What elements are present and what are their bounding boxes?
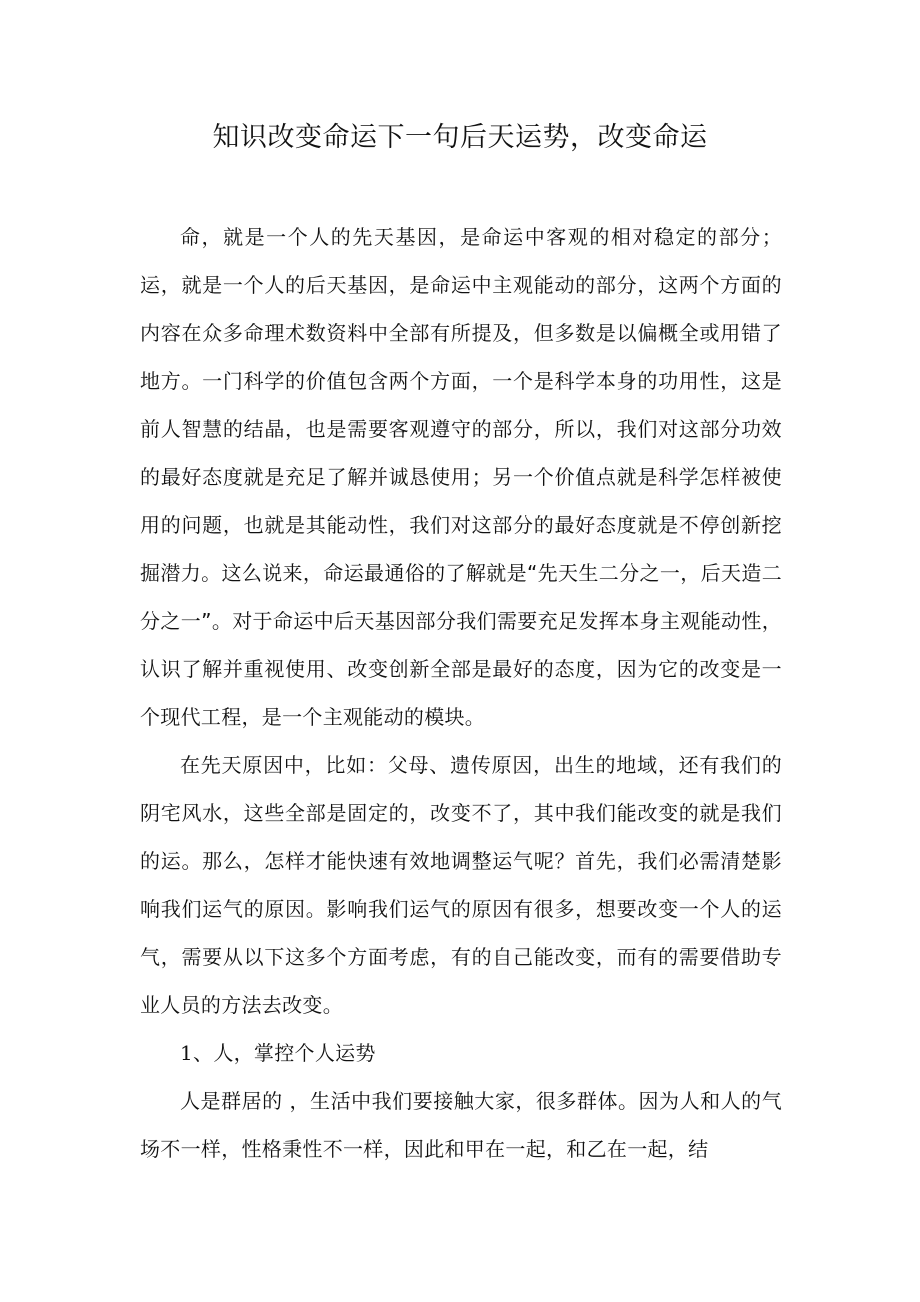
paragraph-people: 人是群居的 ，生活中我们要接触大家，很多群体。因为人和人的气场不一样，性格秉性不一样，因此和甲在一起，和乙在一起，结 <box>140 1089 782 1161</box>
section-heading-people: 1、人，掌控个人运势 <box>180 1041 376 1065</box>
document-body <box>140 213 782 1173</box>
paragraph-fate-and-luck: 命，就是一个人的先天基因，是命运中客观的相对稳定的部分；运，就是一个人的后天基因，是命运中主观能动的部分，这两个方面的内容在众多命理术数资料中全部有所提及，但多数是以偏概全或用错了地方。一门科学的价值包含两个方面，一个是科学本身的功用性，这是前人智慧的结晶，也是需要客观遵守的部分，所以，我们对这部分功效的最好态度就是充足了解并诚恳使用；另一个价值点就是科学怎样被使用的问题，也就是其能动性，我们对这部分的最好态度就是不停创新挖掘潜力。这么说来，命运最通俗的了解就是“先天生二分之一，后天造二分之一”。对于命运中后天基因部分我们需要充足发挥本身主观能动性，认识了解并重视使用、改变创新全部是最好的态度，因为它的改变是一个现代工程，是一个主观能动的模块。 <box>140 225 782 729</box>
paragraph-innate-factors: 在先天原因中，比如：父母、遗传原因，出生的地域，还有我们的阴宅风水，这些全部是固定的，改变不了，其中我们能改变的就是我们的运。那么，怎样才能快速有效地调整运气呢？首先，我们必需清楚影响我们运气的原因。影响我们运气的原因有很多，想要改变一个人的运气，需要从以下这多个方面考虑，有的自己能改变，而有的需要借助专业人员的方法去改变。 <box>140 753 782 1017</box>
document-title: 知识改变命运下一句后天运势，改变命运 <box>212 122 708 153</box>
